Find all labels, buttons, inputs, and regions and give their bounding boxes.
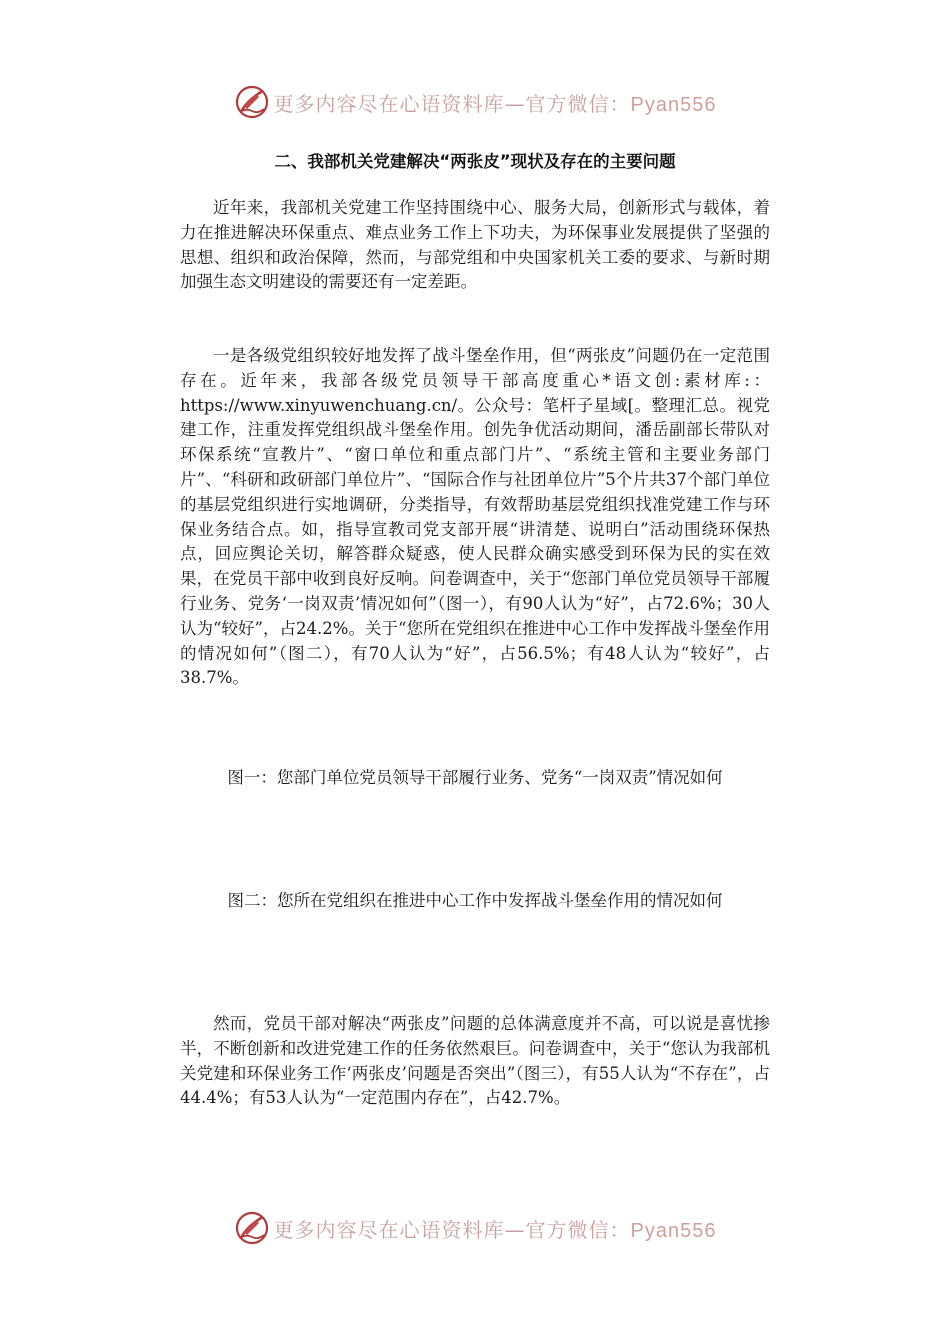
watermark-banner-top	[0, 82, 950, 122]
watermark-brand: Pyan556	[630, 1219, 717, 1242]
paragraph-first-point: 一是各级党组织较好地发挥了战斗堡垒作用，但“两张皮”问题仍在一定范围存在。近年来，我部各级党员领导干部高度重心*语文创:素材库:：https://www.xinyuwenchuang.cn/。公众号：笔杆子星域[。整理汇总。视党建工作，注重发挥党组织战斗堡垒作用。创先争优活动期间，潘岳副部长带队对环保系统“宣教片”、“窗口单位和重点部门片”、“系统主管和主要业务部门片”、“科研和政研部门单位片”、“国际合作与社团单位片”5个片共37个部门单位的基层党组织进行实地调研，分类指导，有效帮助基层党组织找准党建工作与环保业务结合点。如，指导宣教司党支部开展“讲清楚、说明白”活动围绕环保热点，回应舆论关切，解答群众疑惑，使人民群众确实感受到环保为民的实在效果，在党员干部中收到良好反响。问卷调查中，关于“您部门单位党员领导干部履行业务、党务‘一岗双责’情况如何”（图一），有90人认为“好”，占72.6%；30人认为“较好”，占24.2%。关于“您所在党组织在推进中心工作中发挥战斗堡垒作用的情况如何”（图二），有70人认为“好”，占56.5%；有48人认为“较好”，占38.7%。	[180, 346, 770, 688]
paragraph-satisfaction: 然而，党员干部对解决“两张皮”问题的总体满意度并不高，可以说是喜忧掺半，不断创新和改进党建工作的任务依然艰巨。问卷调查中，关于“您认为我部机关党建和环保业务工作‘两张皮’问题是否突出”（图三），有55人认为“不存在”，占44.4%；有53人认为“一定范围内存在”，占42.7%。	[180, 1014, 770, 1108]
figure-caption-1: 图一：您部门单位党员领导干部履行业务、党务“一岗双责”情况如何	[227, 768, 723, 787]
pen-logo-icon	[234, 84, 270, 120]
figure-caption-2: 图二：您所在党组织在推进中心工作中发挥战斗堡垒作用的情况如何	[227, 891, 723, 910]
section-heading: 二、我部机关党建解决“两张皮”现状及存在的主要问题	[274, 152, 676, 171]
watermark-banner-bottom	[0, 1208, 950, 1248]
paragraph-intro: 近年来，我部机关党建工作坚持围绕中心、服务大局，创新形式与载体，着力在推进解决环保重点、难点业务工作上下功夫，为环保事业发展提供了坚强的思想、组织和政治保障，然而，与部党组和中央国家机关工委的要求、与新时期加强生态文明建设的需要还有一定差距。	[180, 198, 770, 292]
watermark-brand: Pyan556	[630, 93, 717, 116]
watermark-text: 更多内容尽在心语资料库—官方微信：Pyan556	[273, 1217, 717, 1242]
pen-logo-icon	[234, 1210, 270, 1246]
watermark-text: 更多内容尽在心语资料库—官方微信：Pyan556	[273, 91, 717, 116]
